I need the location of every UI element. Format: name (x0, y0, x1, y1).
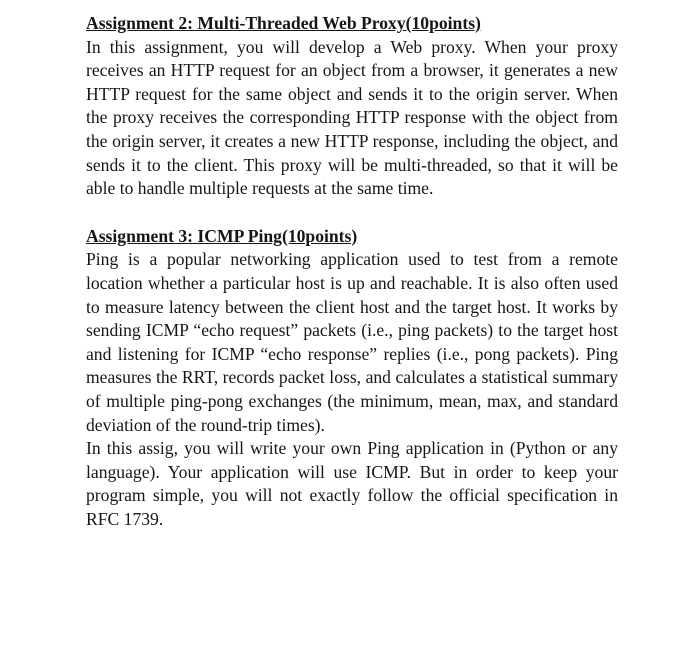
assignment-2-body: In this assignment, you will develop a Web proxy. When your proxy receives an HTTP request for an object from a browser, it generates a new HTTP request for the same object and sends it to the origin server. When the proxy receives the corresponding HTTP response with the object from the origin server, it creates a new HTTP response, including the object, and sends it to the client. This proxy will be multi-threaded, so that it will be able to handle multiple requests at the same time. (86, 36, 618, 199)
assignment-2-section (86, 12, 618, 201)
assignment-3-body-1: Ping is a popular networking application used to test from a remote location whether a particular host is up and reachable. It is also often used to measure latency between the client host and the target host. It works by sending ICMP “echo request” packets (i.e., ping packets) to the target host and listening for ICMP “echo response” replies (i.e., pong packets). Ping measures the RRT, records packet loss, and calculates a statistical summary of multiple ping-pong exchanges (the minimum, mean, max, and standard deviation of the round-trip times). (86, 249, 618, 435)
assignment-3-title: Assignment 3: ICMP Ping(10points) (86, 225, 358, 246)
assignment-2-title: Assignment 2: Multi-Threaded Web Proxy(10points) (86, 13, 481, 33)
section-gap (86, 201, 618, 225)
assignment-3-section (86, 225, 618, 532)
assignment-3-body-2: In this assig, you will write your own Ping application in (Python or any language). Your application will use ICMP. But in order to keep your program simple, you will not exactly follow the official specification in RFC 1739. (86, 438, 618, 529)
document-page (86, 12, 618, 531)
